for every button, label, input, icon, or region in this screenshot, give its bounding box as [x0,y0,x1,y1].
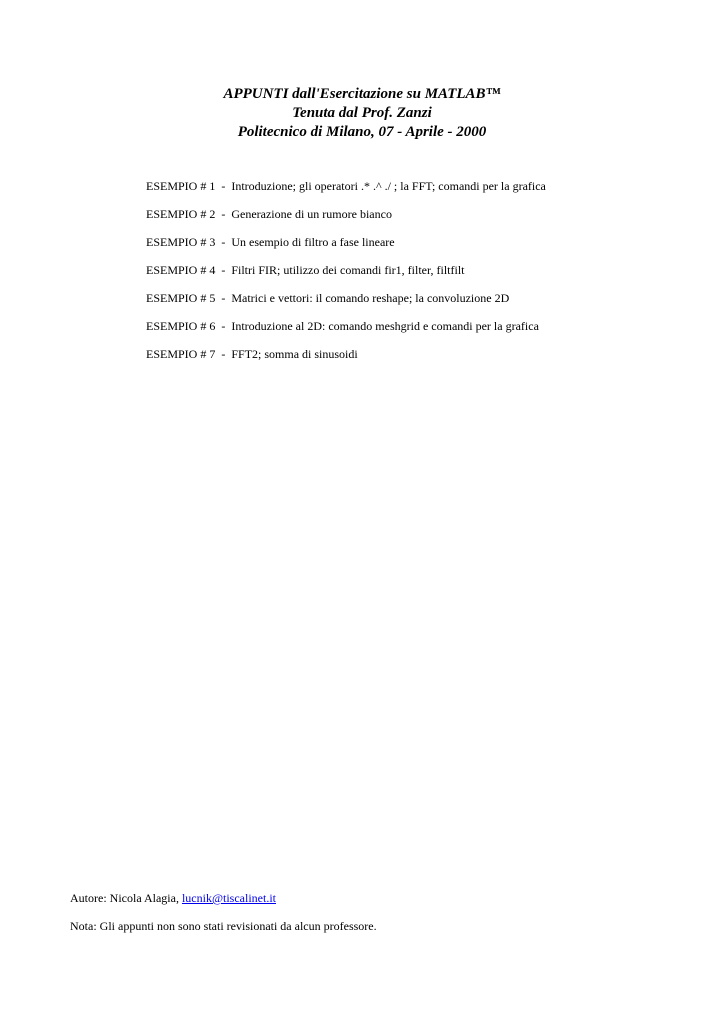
title-line-2: Tenuta dal Prof. Zanzi [292,105,432,121]
example-label: ESEMPIO # 2 [146,207,216,221]
example-item-6 [146,318,706,346]
example-item-3 [146,234,706,262]
example-item-4 [146,262,706,290]
example-description: Introduzione al 2D: comando meshgrid e comandi per la grafica [231,319,539,333]
author-name: Autore: Nicola Alagia, [70,891,179,905]
example-separator: - [221,291,226,305]
title-line-3: Politecnico di Milano, 07 - Aprile - 2000 [237,124,487,140]
example-separator: - [221,207,226,221]
example-separator: - [221,319,226,333]
example-item-2 [146,206,706,234]
document-title [0,85,724,142]
review-note: Nota: Gli appunti non sono stati revisionati da alcun professore. [70,919,377,933]
example-description: FFT2; somma di sinusoidi [231,347,358,361]
example-description: Filtri FIR; utilizzo dei comandi fir1, filter, filtfilt [231,263,465,277]
example-description: Generazione di un rumore bianco [231,207,392,221]
example-label: ESEMPIO # 6 [146,319,216,333]
example-description: Matrici e vettori: il comando reshape; la convoluzione 2D [231,291,510,305]
example-separator: - [221,347,226,361]
author-line [70,890,690,918]
example-separator: - [221,179,226,193]
example-description: Un esempio di filtro a fase lineare [231,235,395,249]
example-label: ESEMPIO # 5 [146,291,216,305]
examples-list [146,178,706,374]
example-label: ESEMPIO # 3 [146,235,216,249]
example-separator: - [221,263,226,277]
title-line-1: APPUNTI dall'Esercitazione su MATLAB™ [223,86,501,102]
document-footer [70,890,690,946]
example-description: Introduzione; gli operatori .* .^ ./ ; la FFT; comandi per la grafica [231,179,546,193]
example-label: ESEMPIO # 1 [146,179,216,193]
example-separator: - [221,235,226,249]
example-item-7 [146,346,706,374]
example-label: ESEMPIO # 7 [146,347,216,361]
example-item-1 [146,178,706,206]
example-label: ESEMPIO # 4 [146,263,216,277]
author-email-link[interactable]: lucnik@tiscalinet.it [181,891,276,905]
example-item-5 [146,290,706,318]
